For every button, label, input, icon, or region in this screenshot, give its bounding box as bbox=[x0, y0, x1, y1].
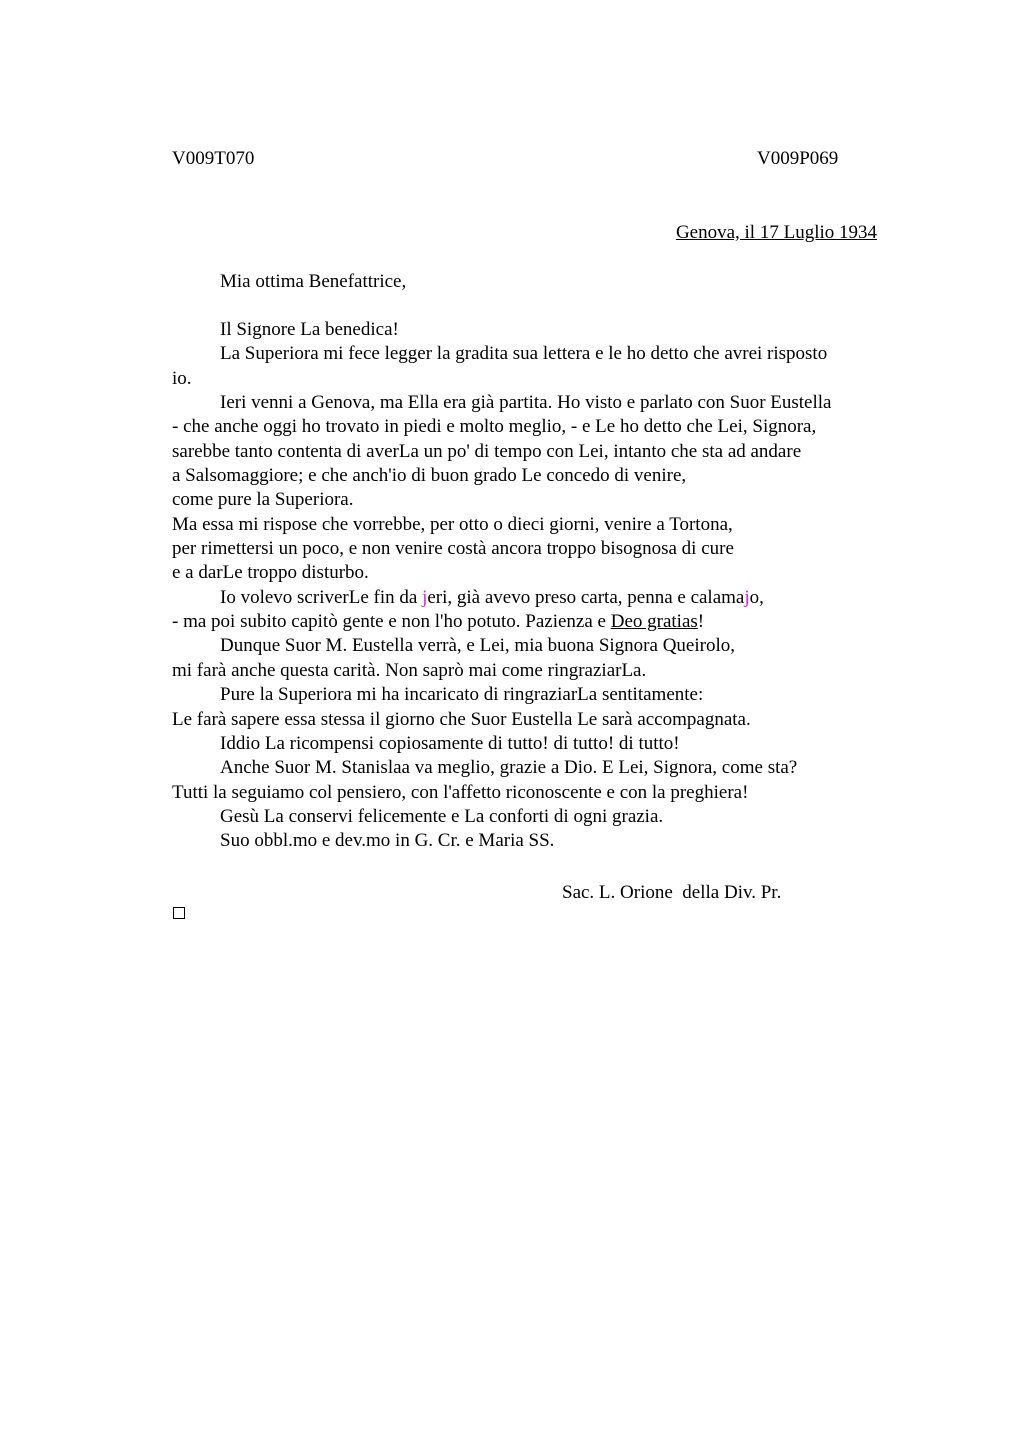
letter-body bbox=[172, 318, 892, 854]
body-line: Pure la Superiora mi ha incaricato di ringraziarLa sentitamente: bbox=[220, 684, 704, 706]
letter-date: Genova, il 17 Luglio 1934 bbox=[675, 222, 877, 243]
body-line: Tutti la seguiamo col pensiero, con l'affetto riconoscente e con la preghiera! bbox=[172, 781, 749, 803]
highlighted-letter: j bbox=[744, 586, 750, 608]
body-line bbox=[172, 586, 892, 610]
empty-square-icon bbox=[173, 907, 185, 919]
body-line: La Superiora mi fece legger la gradita sua lettera e le ho detto che avrei risposto bbox=[220, 343, 828, 365]
body-line: Iddio La ricompensi copiosamente di tutto! di tutto! di tutto! bbox=[220, 732, 680, 754]
body-line: come pure la Superiora. bbox=[172, 489, 354, 511]
body-line: Dunque Suor M. Eustella verrà, e Lei, mia buona Signora Queirolo, bbox=[220, 635, 735, 657]
body-line: Ieri venni a Genova, ma Ella era già partita. Ho visto e parlato con Suor Eustella bbox=[220, 392, 832, 414]
body-text-segment: ! bbox=[697, 611, 705, 633]
body-text-segment: Io volevo scriverLe fin da bbox=[220, 586, 423, 608]
body-line: mi farà anche questa carità. Non saprò mai come ringraziarLa. bbox=[172, 659, 647, 681]
body-line: sarebbe tanto contenta di averLa un po' di tempo con Lei, intanto che sta ad andare bbox=[172, 440, 802, 462]
salutation: Mia ottima Benefattrice, bbox=[220, 271, 407, 292]
reference-code-right: V009P069 bbox=[757, 148, 839, 169]
body-text-segment: - ma poi subito capitò gente e non l'ho potuto. Pazienza e bbox=[172, 611, 611, 633]
body-line: Suo obbl.mo e dev.mo in G. Cr. e Maria SS. bbox=[220, 830, 555, 852]
body-line: Ma essa mi rispose che vorrebbe, per otto o dieci giorni, venire a Tortona, bbox=[172, 513, 733, 535]
body-line: - che anche oggi ho trovato in piedi e molto meglio, - e Le ho detto che Lei, Signora, bbox=[172, 416, 817, 438]
body-line: Gesù La conservi felicemente e La conforti di ogni grazia. bbox=[220, 805, 664, 827]
body-line bbox=[172, 610, 892, 634]
body-text-segment: eri, già avevo preso carta, penna e calama bbox=[427, 586, 745, 608]
body-line: Anche Suor M. Stanislaa va meglio, grazie a Dio. E Lei, Signora, come sta? bbox=[220, 757, 798, 779]
underlined-phrase: Deo gratias bbox=[610, 611, 698, 633]
body-line: Le farà sapere essa stessa il giorno che Suor Eustella Le sarà accompagnata. bbox=[172, 708, 751, 730]
body-line: per rimettersi un poco, e non venire costà ancora troppo bisognosa di cure bbox=[172, 538, 734, 560]
body-line: a Salsomaggiore; e che anch'io di buon grado Le concedo di venire, bbox=[172, 465, 687, 487]
highlighted-letter: j bbox=[422, 586, 428, 608]
body-line: e a darLe troppo disturbo. bbox=[172, 562, 369, 584]
body-line: io. bbox=[172, 367, 192, 389]
reference-code-left: V009T070 bbox=[172, 148, 255, 169]
body-line: Il Signore La benedica! bbox=[220, 319, 399, 340]
body-text-segment: o, bbox=[749, 586, 764, 608]
signature: Sac. L. Orione della Div. Pr. bbox=[562, 882, 782, 903]
